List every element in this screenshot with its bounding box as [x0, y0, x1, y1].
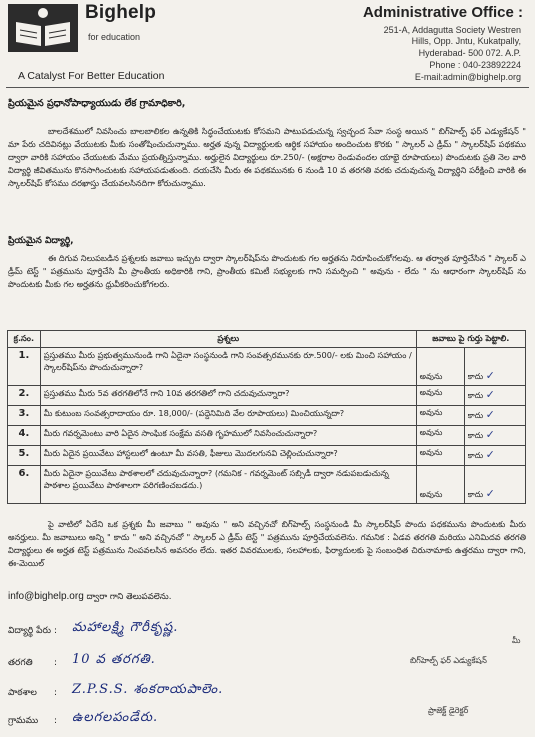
answer-no[interactable]	[464, 386, 525, 406]
salutation: ప్రియమైన ప్రధానోపాధ్యాయుడు లేక గ్రామాధికారి,	[8, 98, 186, 109]
table-row	[8, 466, 526, 504]
table-row	[8, 348, 526, 386]
question-text: మీరు గవర్నమెంటు వారి ఏదైన సాంఘిక సంక్షేమ వసతి గృహములో నివసించుచున్నారా?	[40, 426, 416, 446]
tick-mark-icon: ✓	[485, 448, 495, 461]
field-value-village[interactable]: ఉలగలపండేరు.	[72, 710, 159, 725]
instructions-paragraph: ఈ దిగువ నిలుపబడిన ప్రశ్నలకు జవాబు ఇచ్చుట ద్వారా స్కాలర్‌షిప్‌ను పొందుటకు గల అర్హతను నిరూపించుకోగలవు. ఆ తర్వాత పూర్తిచేసిన " స్కాలర్ ఎ డ్రీమ్ టెస్ట్ " పత్రమును పూర్తిచేసి మీ ప్రాంతీయ అధికారికి గాని, ప్రాంతీయ కమిటీ సభ్యులకు గాని సమర్పించి " అవును - లేదు " ను ఆధారంగా స్కాలర్‌షిప్ ను పొందుటకు మీకు గల అర్హతను ధ్రువీకరించుకోగలరు.	[8, 253, 526, 289]
dear-student: ప్రియమైన విద్యార్థి,	[8, 236, 74, 246]
question-number: 1.	[8, 348, 41, 386]
tagline: A Catalyst For Better Education	[18, 70, 165, 82]
address-line: Hills, Opp. Jntu, Kukatpally,	[411, 36, 521, 46]
answer-no[interactable]	[464, 446, 525, 466]
closing-paragraph: పై వాటిలో ఏదేని ఒక ప్రశ్నకు మీ జవాబు " అవును " అని వచ్చినచో బిగ్‌హెల్ప్ సంస్థనుండి మీ స్కాలర్‌షిప్ పొందు పధకమును పొందుటకు మీరు అనర్హులు. మీ జవాబులు అన్ని " కాదు " అని వచ్చినచో " స్కాలర్ ఎ డ్రీమ్ టెస్ట్ " పత్రమును పూర్తిచేయవలెను. గమనిక : ఏడవ తరగతి మరియు ఎనిమిదవ తరగతి విద్యార్థులు ఈ అర్హత టెస్ట్ పత్రమును నింపవలసిన అవసరం లేదు. ఇతర వివరములకు, సలహాలకు, ఫిర్యాదులకు పై సంబంధిత చిరునామాకు ఉత్తరము ద్వారా గాని, ఈ-మెయిల్	[8, 519, 526, 568]
answer-no[interactable]	[464, 406, 525, 426]
answer-no[interactable]	[464, 426, 525, 446]
field-value-student-name[interactable]: మహాలక్ష్మి గౌరీకృష్ణ.	[72, 620, 179, 635]
answer-yes[interactable]: అవును	[416, 348, 464, 386]
address-line: 251-A, Addagutta Society Westren	[383, 25, 521, 35]
field-label-village: గ్రామము	[8, 716, 39, 726]
field-colon: :	[54, 688, 58, 698]
eligibility-table	[7, 330, 526, 504]
question-number: 3.	[8, 406, 41, 426]
header-divider	[6, 87, 529, 88]
bighelp-logo	[8, 4, 78, 52]
signature-title: ప్రాజెక్ట్ డైరెక్టర్	[428, 706, 469, 715]
answer-yes[interactable]: అవును	[416, 386, 464, 406]
tick-mark-icon: ✓	[485, 487, 495, 500]
table-header-row	[8, 331, 526, 348]
field-colon: :	[54, 716, 58, 726]
col-question-header: ప్రశ్నలు	[40, 331, 416, 348]
signature-org: బిగ్‌హెల్ప్ ఫర్ ఎడ్యుకేషన్	[410, 656, 487, 665]
answer-no[interactable]	[464, 348, 525, 386]
question-text: మీ కుటుంబ సంవత్సరాదాయం రూ. 18,000/- (పద్దెనిమిది వేల రూపాయలు) మించియున్నదా?	[40, 406, 416, 426]
question-text: ప్రస్తుతము మీరు ప్రభుత్వమునుండి గాని ఏదైనా సంస్థనుండి గాని సంవత్సరమునకు రూ.500/- లకు మించి సహాయం / స్కాలర్‌షిప్‌ను పొందుచున్నారా?	[40, 348, 416, 386]
email-header: E-mail:admin@bighelp.org	[414, 72, 521, 82]
field-colon: :	[54, 658, 58, 668]
table-row	[8, 386, 526, 406]
answer-yes[interactable]: అవును	[416, 466, 464, 504]
answer-no-label: కాదు	[467, 431, 484, 440]
contact-email-tail: ద్వారా గాని తెలుపవలెను.	[86, 592, 172, 602]
answer-no-label: కాదు	[467, 411, 484, 420]
question-text: మీరు ఏదైన ప్రయివేటు హాస్టలులో ఉంటూ మీ వసతి, ఫీజులు మొదలగునవి చెల్లించుచున్నారా?	[40, 446, 416, 466]
question-number: 2.	[8, 386, 41, 406]
question-number: 4.	[8, 426, 41, 446]
question-number: 6.	[8, 466, 41, 504]
brand-subtitle: for education	[88, 32, 141, 42]
tick-mark-icon: ✓	[485, 408, 495, 421]
field-value-class[interactable]: 10 వ తరగతి.	[72, 652, 156, 667]
field-value-school[interactable]: Z.P.S.S. శంకరాయపాలెం.	[72, 682, 224, 697]
table-row	[8, 446, 526, 466]
tick-mark-icon: ✓	[485, 388, 495, 401]
field-label-class: తరగతి	[8, 658, 33, 668]
question-text: ప్రస్తుతము మీరు 5వ తరగతిలోనే గాని 10వ తరగతిలో గాని చదువుచున్నారా?	[40, 386, 416, 406]
contact-email[interactable]: info@bighelp.org	[8, 591, 84, 602]
office-title: Administrative Office :	[362, 4, 523, 21]
answer-no-label: కాదు	[467, 372, 484, 381]
field-colon: :	[54, 626, 58, 636]
contact-line	[8, 591, 171, 604]
col-serial-header: క్ర.సం.	[8, 331, 41, 348]
phone-line: Phone : 040-23892224	[429, 60, 521, 70]
col-answer-header: జవాబు పై గుర్తు పెట్టాలి.	[416, 331, 525, 348]
answer-no-label: కాదు	[467, 490, 484, 499]
answer-yes[interactable]: అవును	[416, 406, 464, 426]
question-number: 5.	[8, 446, 41, 466]
field-label-student-name: విద్యార్థి పేరు	[8, 626, 51, 636]
table-row	[8, 406, 526, 426]
tick-mark-icon: ✓	[485, 369, 495, 382]
answer-yes[interactable]: అవును	[416, 426, 464, 446]
address-line: Hyderabad- 500 072. A.P.	[418, 48, 521, 58]
field-label-school: పాఠశాల	[8, 688, 37, 698]
table-row	[8, 426, 526, 446]
answer-no-label: కాదు	[467, 391, 484, 400]
intro-paragraph: బాలదేశములో నివసించు బాలబాలికల ఉన్నతికి సిద్ధంచేయుటకు కోసమని పాటుపడుచున్న స్వచ్ఛంద సేవా సంస్థ అయిన " బిగ్‌హెల్ప్ ఫర్ ఎడ్యుకేషన్ " మా పేరు చదివినట్లు వేయుటకు మీకు సంతోషించుచున్నాము. అర్హత వున్న విద్యార్థులకు ఆర్థిక సహాయం అందించుట కొరకు " స్కాలర్ ఎ డ్రీమ్ " స్కాలర్‌షిప్ పథకము ద్వారా వారికి సహాయం చేయుటకు మేము ప్రయత్నిస్తున్నాము. అర్హులైన విద్యార్థులు రూ.250/- (అక్షరాల రెండువందల యాభై రూపాయలు) పొందుటకు ప్రతి నెల వారి విద్యార్థి జీవితమును కొనసాగించుటకు సహాయపడుతుంది. దయచేసి మీరు ఈ పథకమునకు 6 నుండి 10 వ తరగతి వరకు చదువుచున్న విద్యార్థిని పరీక్షించి వారికి ఈ స్కాలర్‌షిప్ కోసము దరఖాస్తు చేయవలసినదిగా కోరుచున్నాము.	[8, 126, 526, 188]
signature-yours: మీ	[512, 636, 521, 645]
answer-no-label: కాదు	[467, 451, 484, 460]
answer-yes[interactable]: అవును	[416, 446, 464, 466]
question-text: మీరు ఏదైనా ప్రయివేటు పాఠశాలలో చదువుచున్నారా? (గమనిక - గవర్నమెంట్ సబ్సిడీ ద్వారా నడుపబడుచున్న పాఠశాల ప్రయివేటు పాఠశాలగా పరిగణించబడదు.)	[40, 466, 416, 504]
brand-name: Bighelp	[85, 2, 157, 23]
tick-mark-icon: ✓	[485, 428, 495, 441]
answer-no[interactable]	[464, 466, 525, 504]
